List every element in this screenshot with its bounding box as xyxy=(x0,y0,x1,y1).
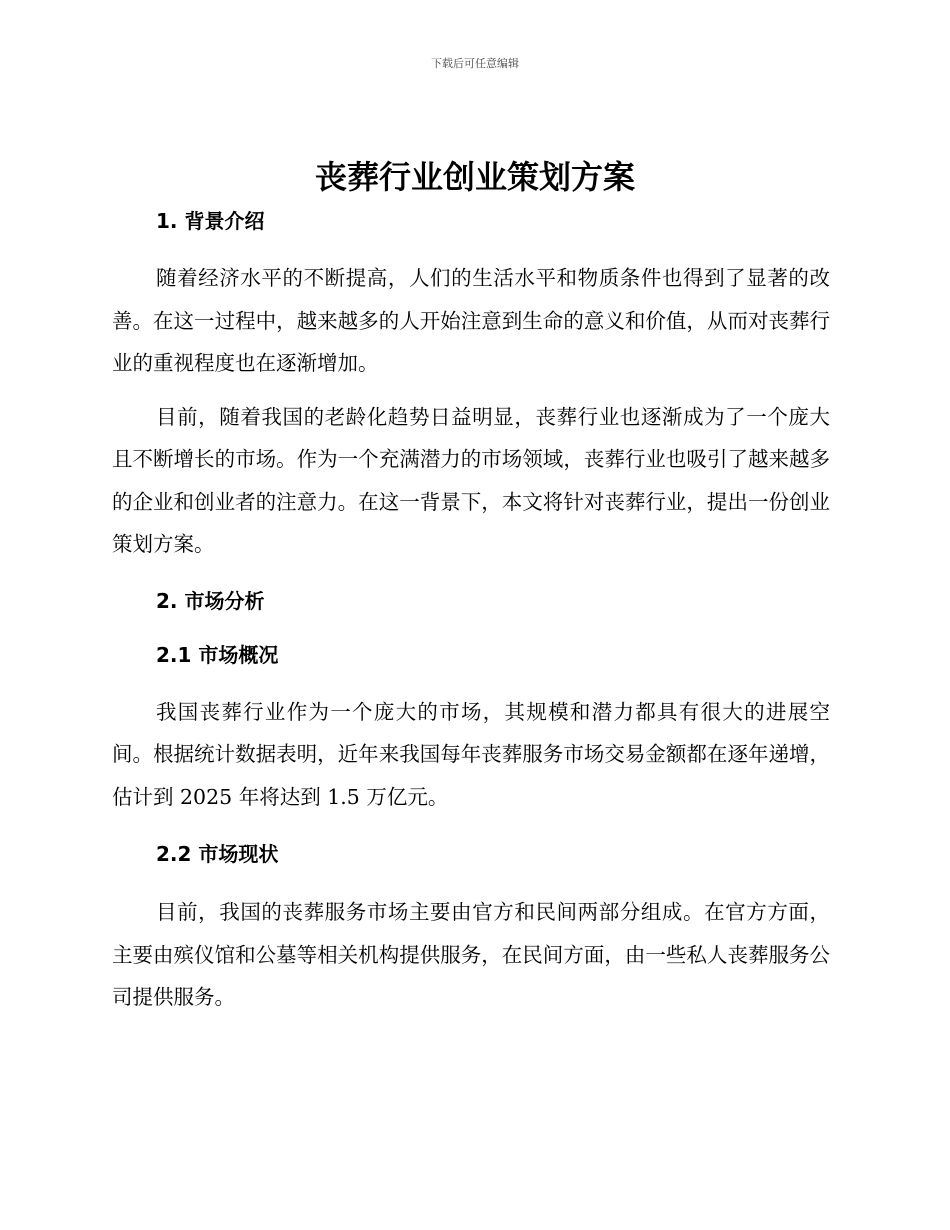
document-body xyxy=(112,200,830,1019)
paragraph-background-2: 目前，随着我国的老龄化趋势日益明显，丧葬行业也逐渐成为了一个庞大且不断增长的市场。作为一个充满潜力的市场领域，丧葬行业也吸引了越来越多的企业和创业者的注意力。在这一背景下，本文将针对丧葬行业，提出一份创业策划方案。 xyxy=(112,404,830,556)
paragraph-market-overview: 我国丧葬行业作为一个庞大的市场，其规模和潜力都具有很大的进展空间。根据统计数据表明，近年来我国每年丧葬服务市场交易金额都在逐年递增，估计到 2025 年将达到 1.5 万亿元。 xyxy=(112,699,830,809)
document-title: 丧葬行业创业策划方案 xyxy=(314,158,635,196)
section-heading-background: 1. 背景介绍 xyxy=(156,209,265,233)
subsection-heading-market-status: 2.2 市场现状 xyxy=(156,842,279,866)
subsection-heading-market-overview: 2.1 市场概况 xyxy=(156,642,279,667)
header-note: 下载后可任意编辑 xyxy=(431,57,519,70)
paragraph-background-1: 随着经济水平的不断提高，人们的生活水平和物质条件也得到了显著的改善。在这一过程中，越来越多的人开始注意到生命的意义和价值，从而对丧葬行业的重视程度也在逐渐增加。 xyxy=(112,266,830,375)
section-heading-market-analysis: 2. 市场分析 xyxy=(156,588,265,613)
paragraph-market-status: 目前，我国的丧葬服务市场主要由官方和民间两部分组成。在官方方面，主要由殡仪馆和公墓等相关机构提供服务，在民间方面，由一些私人丧葬服务公司提供服务。 xyxy=(112,900,830,1009)
